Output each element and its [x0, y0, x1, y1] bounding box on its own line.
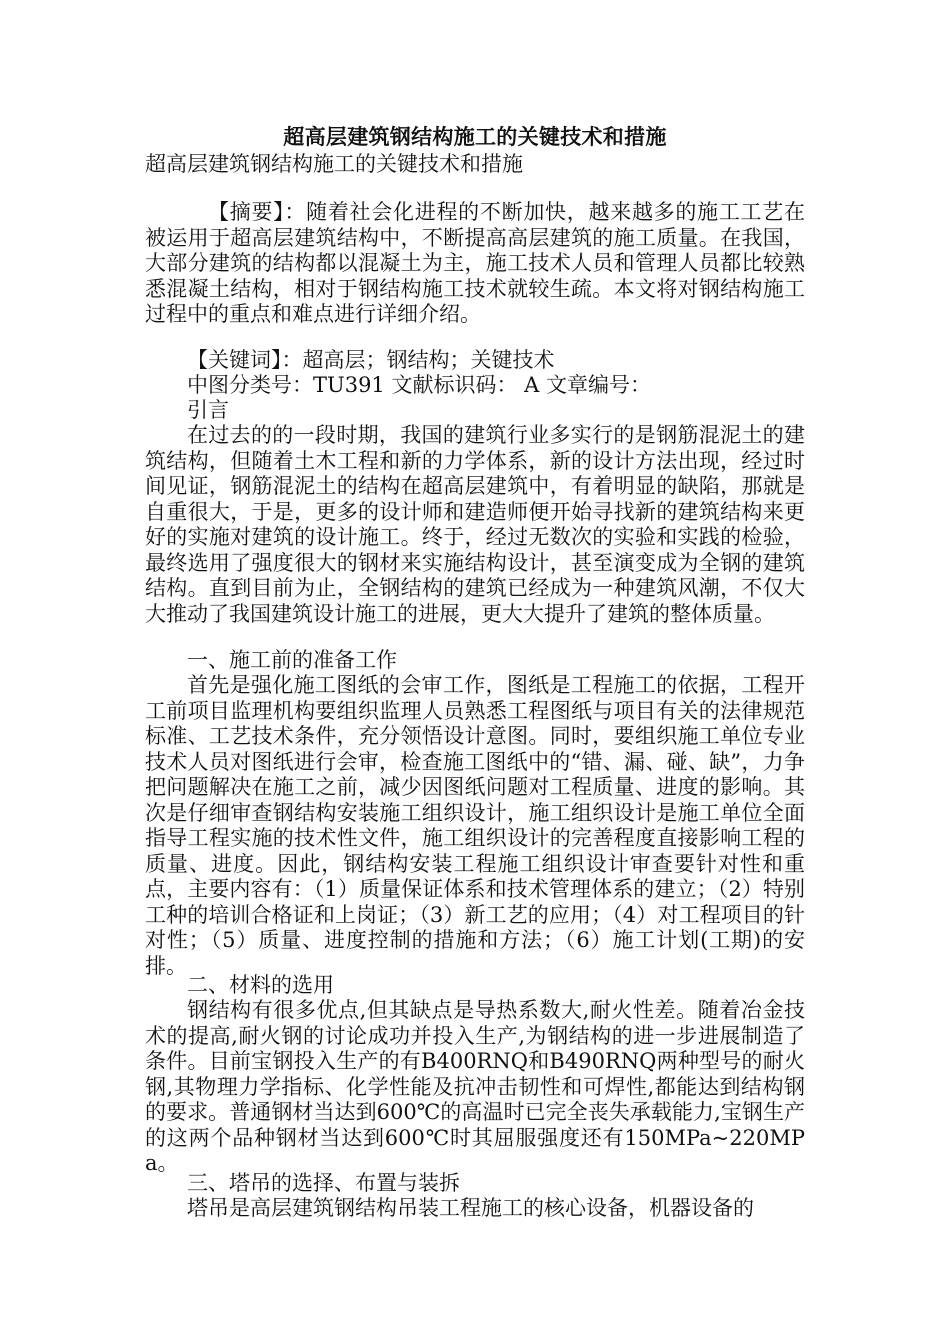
classification-line: 中图分类号：TU391 文献标识码： A 文章编号：	[187, 373, 651, 397]
keywords-line: 【关键词】：超高层；钢结构；关键技术	[187, 348, 555, 372]
section1-paragraph: 首先是强化施工图纸的会审工作，图纸是工程施工的依据，工程开工前项目监理机构要组织监理人员熟悉工程图纸与项目有关的法律规范标准、工艺技术条件，充分领悟设计意图。同时，要组织施工单位专业技术人员对图纸进行会审，检查施工图纸中的“错、漏、碰、缺”，力争把问题解决在施工之前，减少因图纸问题对工程质量、进度的影响。其次是仔细审查钢结构安装施工组织设计，施工组织设计是施工单位全面指导工程实施的技术性文件，施工组织设计的完善程度直接影响工程的质量、进度。因此，钢结构安装工程施工组织设计审查要针对性和重点，主要内容有：（1）质量保证体系和技术管理体系的建立；（2）特别工种的培训合格证和上岗证；（3）新工艺的应用；（4）对工程项目的针对性；（5）质量、进度控制的措施和方法；（6）施工计划(工期)的安排。	[145, 673, 805, 978]
document-title: 超高层建筑钢结构施工的关键技术和措施	[283, 124, 667, 149]
section3-heading: 三、塔吊的选择、布置与装拆	[187, 1171, 460, 1195]
abstract-paragraph: 【摘要】：随着社会化进程的不断加快，越来越多的施工工艺在被运用于超高层建筑结构中，不断提高高层建筑的施工质量。在我国，大部分建筑的结构都以混凝土为主，施工技术人员和管理人员都比较熟悉混凝土结构，相对于钢结构施工技术就较生疏。本文将对钢结构施工过程中的重点和难点进行详细介绍。	[145, 200, 805, 326]
section3-paragraph: 塔吊是高层建筑钢结构吊装工程施工的核心设备，机器设备的	[187, 1196, 754, 1220]
section2-paragraph: 钢结构有很多优点,但其缺点是导热系数大,耐火性差。随着冶金技术的提高,耐火钢的讨论成功并投入生产,为钢结构的进一步进展制造了条件。目前宝钢投入生产的有B400RNQ和B490RNQ两种型号的耐火钢,其物理力学指标、化学性能及抗冲击韧性和可焊性,都能达到结构钢的要求。普通钢材当达到600℃的高温时已完全丧失承载能力,宝钢生产的这两个品种钢材当达到600℃时其屈服强度还有150MPa~220MPa。	[145, 998, 805, 1175]
section1-heading: 一、施工前的准备工作	[187, 648, 397, 672]
intro-heading: 引言	[187, 398, 229, 422]
section2-heading: 二、材料的选用	[187, 973, 334, 997]
intro-paragraph: 在过去的的一段时期，我国的建筑行业多实行的是钢筋混泥土的建筑结构，但随着土木工程和新的力学体系，新的设计方法出现，经过时间见证，钢筋混泥土的结构在超高层建筑中，有着明显的缺陷，那就是自重很大，于是，更多的设计师和建造师便开始寻找新的建筑结构来更好的实施对建筑的设计施工。终于，经过无数次的实验和实践的检验，最终选用了强度很大的钢材来实施结构设计，甚至演变成为全钢的建筑结构。直到目前为止，全钢结构的建筑已经成为一种建筑风潮，不仅大大推动了我国建筑设计施工的进展，更大大提升了建筑的整体质量。	[145, 423, 805, 626]
document-subtitle: 超高层建筑钢结构施工的关键技术和措施	[145, 152, 523, 176]
